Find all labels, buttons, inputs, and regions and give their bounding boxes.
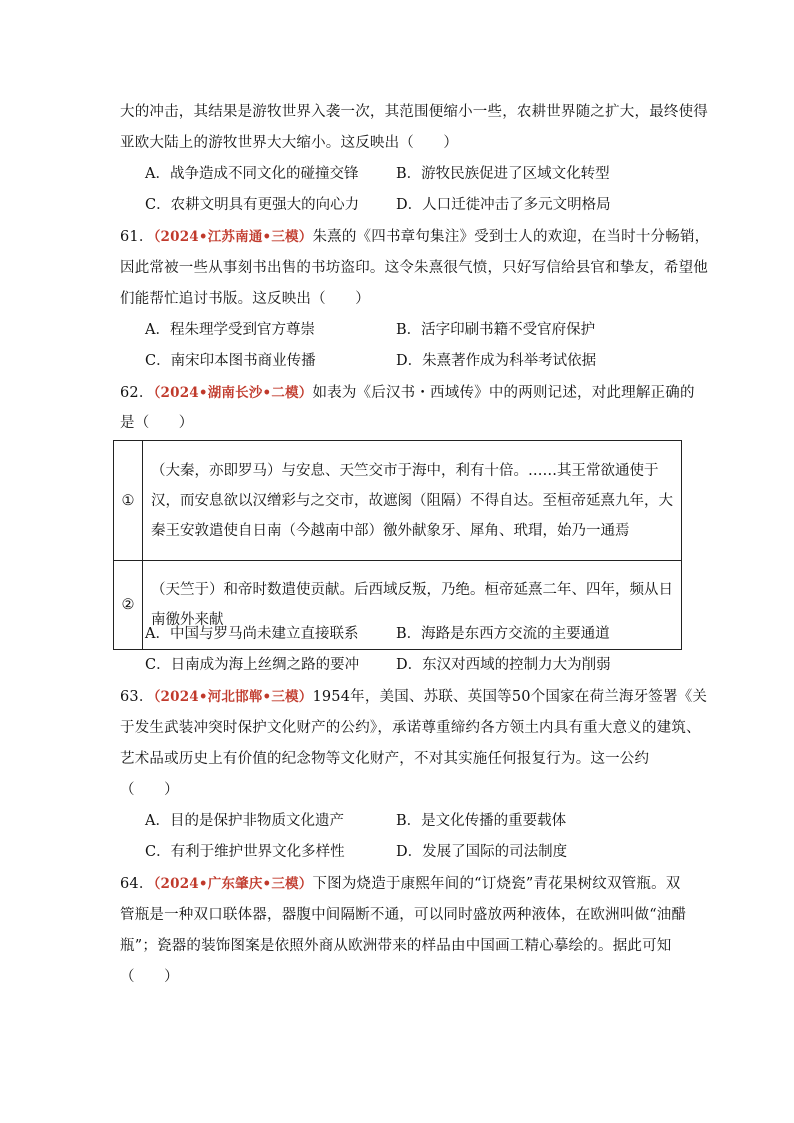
q61-option-c: C．南宋印本图书商业传播 bbox=[145, 353, 316, 369]
q61-option-d: D．朱熹著作成为科举考试依据 bbox=[396, 353, 597, 369]
q61-stem-line-3: 们能帮忙追讨书版。这反映出（ ） bbox=[120, 291, 370, 307]
q60-stem-line-1: 大的冲击，其结果是游牧世界入袭一次，其范围便缩小一些，农耕世界随之扩大，最终使得 bbox=[120, 104, 708, 120]
q63-stem-line-1 bbox=[120, 687, 707, 707]
q62-source-table bbox=[113, 440, 682, 650]
q63-option-b: B．是文化传播的重要载体 bbox=[396, 813, 567, 829]
q63-option-a: A．目的是保护非物质文化遗产 bbox=[145, 813, 344, 829]
q63-stem-line-3: 艺术品或历史上有价值的纪念物等文化财产，不对其实施任何报复行为。这一公约 bbox=[120, 751, 650, 767]
q64-text-1: 下图为烧造于康熙年间的“订烧瓷”青花果树纹双管瓶。双 bbox=[312, 876, 681, 892]
table-row-text: （天竺于）和帝时数遣使贡献。后西域反叛，乃绝。桓帝延熹二年、四年，频从日南徼外来献 bbox=[143, 561, 682, 650]
q60-option-d: D．人口迁徙冲击了多元文明格局 bbox=[396, 197, 611, 213]
table-row-text: （大秦，亦即罗马）与安息、天竺交市于海中，利有十倍。……其王常欲通使于汉，而安息欲以汉缯彩与之交市，故遮阂（阻隔）不得自达。至桓帝延熹九年，大秦王安敦遣使自日南（今越南中部）徼外献象牙、犀角、玳瑁，始乃一通焉 bbox=[143, 441, 682, 561]
q60-option-a: A．战争造成不同文化的碰撞交锋 bbox=[145, 166, 359, 182]
q63-text-1: 1954年，美国、苏联、英国等50个国家在荷兰海牙签署《关 bbox=[312, 689, 708, 705]
q63-source: （2024•河北邯郸•三模） bbox=[153, 689, 313, 705]
table-row-marker: ① bbox=[114, 441, 143, 561]
q62-option-c: C．日南成为海上丝绸之路的要冲 bbox=[145, 657, 360, 673]
q64-stem-line-4: （ ） bbox=[120, 969, 179, 985]
q63-option-d: D．发展了国际的司法制度 bbox=[396, 844, 568, 860]
q61-stem-line-1 bbox=[120, 227, 709, 247]
q61-stem-line-2: 因此常被一些从事刻书出售的书坊盗印。这令朱熹很气愤，只好写信给县官和挚友，希望他 bbox=[120, 260, 708, 276]
q62-number: 62． bbox=[120, 385, 154, 401]
q63-stem-line-2: 于发生武装冲突时保护文化财产的公约》，承诺尊重缔约各方领土内具有重大意义的建筑、 bbox=[120, 720, 701, 736]
q62-option-a: A．中国与罗马尚未建立直接联系 bbox=[145, 626, 359, 642]
q64-source: （2024•广东肇庆•三模） bbox=[153, 876, 313, 892]
q63-option-c: C．有利于维护世界文化多样性 bbox=[145, 844, 345, 860]
q61-option-a: A．程朱理学受到官方尊崇 bbox=[145, 322, 315, 338]
q64-stem-line-2: 管瓶是一种双口联体器，器腹中间隔断不通，可以同时盛放两种液体，在欧洲叫做“油醋 bbox=[120, 907, 687, 923]
q61-option-b: B．活字印刷书籍不受官府保护 bbox=[396, 322, 596, 338]
q60-option-b: B．游牧民族促进了区域文化转型 bbox=[396, 166, 610, 182]
q64-stem-line-1 bbox=[120, 874, 680, 894]
q62-source: （2024•湖南长沙•二模） bbox=[153, 385, 313, 401]
q62-option-d: D．东汉对西域的控制力大为削弱 bbox=[396, 657, 611, 673]
q64-stem-line-3: 瓶”；瓷器的装饰图案是依照外商从欧洲带来的样品由中国画工精心摹绘的。据此可知 bbox=[120, 938, 672, 954]
q62-text-1: 如表为《后汉书・西域传》中的两则记述，对此理解正确的 bbox=[312, 385, 695, 401]
q63-stem-line-4: （ ） bbox=[120, 782, 179, 798]
q64-number: 64． bbox=[120, 876, 154, 892]
q62-stem-line-1 bbox=[120, 383, 695, 403]
table-row bbox=[114, 441, 682, 561]
table-row-marker: ② bbox=[114, 561, 143, 650]
q61-source: （2024•江苏南通•三模） bbox=[153, 229, 313, 245]
q61-number: 61． bbox=[120, 229, 154, 245]
q63-number: 63． bbox=[120, 689, 154, 705]
q61-text-1: 朱熹的《四书章句集注》受到士人的欢迎，在当时十分畅销， bbox=[312, 229, 710, 245]
q60-option-c: C．农耕文明具有更强大的向心力 bbox=[145, 197, 360, 213]
q60-stem-line-2: 亚欧大陆上的游牧世界大大缩小。这反映出（ ） bbox=[120, 135, 459, 151]
q62-stem-line-2: 是（ ） bbox=[120, 415, 194, 431]
q62-option-b: B．海路是东西方交流的主要通道 bbox=[396, 626, 610, 642]
